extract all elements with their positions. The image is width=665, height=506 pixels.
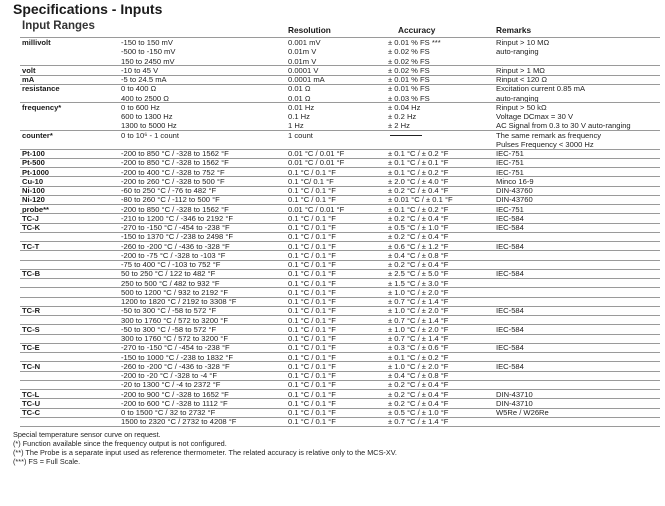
accuracy-value: ± 1.0 °C / ± 2.0 °F [388,361,449,371]
input-range: -50 to 300 °C / -58 to 572 °F [121,324,217,334]
accuracy-value: ± 0.3 °C / ± 0.6 °F [388,343,449,353]
remark-text: DIN-43710 [496,389,533,399]
remark-text: Rinput > 10 MΩ [496,38,550,47]
resolution-value: 0.01 Ω [288,93,311,103]
input-range: -200 to 850 °C / -328 to 1562 °F [121,149,229,158]
remark-text: Rinput < 120 Ω [496,75,548,84]
row-divider [20,334,660,335]
input-range: -270 to -150 °C / -454 to -238 °F [121,223,230,232]
accuracy-value: ± 0.1 °C / ± 0.2 °F [388,149,449,158]
accuracy-value: ± 0.5 °C / ± 1.0 °F [388,408,449,417]
accuracy-value: ± 0.6 °C / ± 1.2 °F [388,241,449,251]
resolution-value: 0.01 Ω [288,84,311,94]
row-divider [20,297,660,298]
resolution-value: 0.1 °C / 0.1 °F [288,297,336,306]
row-divider [20,417,660,418]
remark-text: auto-ranging [496,47,539,57]
resolution-value: 0.1 °C / 0.1 °F [288,315,336,325]
resolution-value: 0.01m V [288,47,317,57]
input-range: -200 to 600 °C / -328 to 1112 °F [121,398,228,408]
resolution-value: 0.01 °C / 0.01 °F [288,204,345,214]
row-divider [20,324,660,325]
row-divider [20,213,660,214]
row-divider [20,389,660,390]
input-range: -150 to 150 mV [121,38,173,47]
accuracy-value: ± 0.1 °C / ± 0.2 °F [388,352,449,362]
resolution-value: 0.1 °C / 0.1 °F [288,232,336,242]
input-range: -260 to -200 °C / -436 to -328 °F [121,241,230,251]
accuracy-value: ± 0.01 °C / ± 0.1 °F [388,195,453,205]
accuracy-value: ± 1.0 °C / ± 2.0 °F [388,287,449,297]
accuracy-value: ± 2.0 °C / ± 4.0 °F [388,176,449,186]
remark-text: W5Re / W26Re [496,408,549,417]
input-range: -200 to 850 °C / -328 to 1562 °F [121,158,229,168]
resolution-value: 0.01m V [288,56,317,66]
input-name: Cu-10 [22,176,44,186]
remark-text: Voltage DCmax = 30 V [496,112,574,121]
row-divider [20,361,660,362]
resolution-value: 0.1 °C / 0.1 °F [288,324,336,334]
accuracy-value: ± 0.2 °C / ± 0.4 °F [388,398,449,408]
remark-text: Rinput > 50 kΩ [496,102,547,112]
remark-text: DIN-43760 [496,195,533,205]
resolution-value: 0.1 °C / 0.1 °F [288,278,336,288]
remark-text: IEC-584 [496,269,524,279]
input-range: -10 to 45 V [121,65,159,75]
input-range: -150 to 1000 °C / -238 to 1832 °F [121,352,234,362]
accuracy-value: ± 0.2 °C / ± 0.4 °F [388,232,449,242]
row-divider [20,37,660,38]
accuracy-value: ± 0.7 °C / ± 1.4 °F [388,417,449,427]
resolution-value: 0.1 °C / 0.1 °F [288,408,336,417]
input-name: Pt-100 [22,149,45,158]
input-range: -150 to 1370 °C / -238 to 2498 °F [121,232,234,242]
footnote: (***) FS = Full Scale. [13,457,81,467]
remark-text: DIN-43760 [496,186,533,195]
input-name: counter* [22,130,53,140]
row-divider [20,408,660,409]
resolution-value: 0.1 °C / 0.1 °F [288,241,336,251]
accuracy-value: ± 0.01 % FS [388,84,430,94]
input-name: probe** [22,204,50,214]
row-divider [20,250,660,251]
input-range: 300 to 1760 °C / 572 to 3200 °F [121,315,228,325]
accuracy-value: ± 0.5 °C / ± 1.0 °F [388,223,449,232]
input-range: -270 to -150 °C / -454 to -238 °F [121,343,230,353]
remark-text: IEC-584 [496,241,524,251]
row-divider [20,167,660,168]
resolution-value: 0.1 °C / 0.1 °F [288,334,336,343]
remark-text: IEC-584 [496,213,524,223]
row-divider [20,65,660,66]
input-range: 1300 to 5000 Hz [121,121,177,131]
row-divider [20,186,660,187]
accuracy-value: ± 0.2 Hz [388,112,417,121]
footnote: (**) The Probe is a separate input used as reference thermometer. The related accuracy is relative only to the MCS-XV. [13,447,397,457]
input-range: -80 to 260 °C / -112 to 500 °F [121,195,220,205]
remark-text: The same remark as frequency [496,130,602,140]
resolution-value: 0.1 °C/ 0.1 °F [288,176,334,186]
accuracy-value: ± 0.03 % FS [388,93,430,103]
remark-text: IEC-751 [496,204,524,214]
input-name: mA [22,75,35,84]
footnote: Special temperature sensor curve on request. [13,429,161,439]
input-range: 1500 to 2320 °C / 2732 to 4208 °F [121,417,237,427]
input-range: -200 to -20 °C / -328 to -4 °F [121,371,217,380]
resolution-value: 0.1 °C / 0.1 °F [288,389,336,399]
accuracy-value: ± 0.7 °C / ± 1.4 °F [388,297,449,306]
input-range: 1200 to 1820 °C / 2192 to 3308 °F [121,297,237,306]
input-range: 300 to 1760 °C / 572 to 3200 °F [121,334,228,343]
resolution-value: 0.1 °C / 0.1 °F [288,352,336,362]
remark-text: Minco 16-9 [496,176,534,186]
resolution-value: 0.1 °C / 0.1 °F [288,269,336,279]
remark-text: Pulses Frequency < 3000 Hz [496,139,594,149]
row-divider [20,232,660,233]
remark-text: Rinput > 1 MΩ [496,65,545,75]
accuracy-value: ± 0.02 % FS [388,47,430,57]
input-range: 50 to 250 °C / 122 to 482 °F [121,269,216,279]
footnote: (*) Function available since the frequency output is not configured. [13,438,227,448]
remark-text: IEC-751 [496,167,524,177]
input-range: -50 to 300 °C / -58 to 572 °F [121,306,217,316]
row-divider [20,306,660,307]
resolution-value: 0.001 mV [288,38,321,47]
remark-text: IEC-584 [496,324,524,334]
accuracy-value: ± 0.2 °C / ± 0.4 °F [388,186,449,195]
row-divider [20,398,660,399]
resolution-value: 0.01 Hz [288,102,315,112]
accuracy-value: ± 0.2 °C / ± 0.4 °F [388,213,449,223]
input-range: 0 to 10⁶ - 1 count [121,130,180,140]
accuracy-value: ± 2.5 °C / ± 5.0 °F [388,269,449,279]
accuracy-value: ± 0.7 °C / ± 1.4 °F [388,315,449,325]
accuracy-value: ± 0.1 °C / ± 0.2 °F [388,204,449,214]
column-header-resolution: Resolution [288,25,331,35]
resolution-value: 0.01 °C / 0.01 °F [288,158,345,168]
resolution-value: 0.1 °C / 0.1 °F [288,195,336,205]
accuracy-value: ± 0.2 °C / ± 0.4 °F [388,260,449,269]
remark-text: auto-ranging [496,93,539,103]
resolution-value: 0.1 °C / 0.1 °F [288,343,336,353]
row-divider [20,426,660,427]
row-divider [20,287,660,288]
accuracy-value: ± 0.4 °C / ± 0.8 °F [388,371,449,380]
row-divider [20,241,660,242]
input-name: volt [22,65,36,75]
resolution-value: 0.1 °C / 0.1 °F [288,250,336,260]
input-name: TC-C [22,408,41,417]
resolution-value: 0.1 °C / 0.1 °F [288,417,336,427]
input-name: TC-R [22,306,41,316]
input-range: -210 to 1200 °C / -346 to 2192 °F [121,213,234,223]
column-header-accuracy: Accuracy [398,25,436,35]
row-divider [20,278,660,279]
input-name: TC-J [22,213,39,223]
remark-text: IEC-751 [496,149,524,158]
resolution-value: 0.1 °C / 0.1 °F [288,380,336,390]
row-divider [20,75,660,76]
accuracy-value [388,131,422,141]
row-divider [20,176,660,177]
page-title: Specifications - Inputs [13,1,163,17]
accuracy-value: ± 0.2 °C / ± 0.4 °F [388,380,449,390]
input-range: -200 to 260 °C / -328 to 500 °F [121,176,225,186]
input-range: -60 to 250 °C / -76 to 482 °F [121,186,217,195]
remark-text: IEC-584 [496,223,524,232]
resolution-value: 0.0001 V [288,65,319,75]
resolution-value: 0.1 °C / 0.1 °F [288,223,336,232]
input-range: -75 to 400 °C / -103 to 752 °F [121,260,221,269]
remark-text: IEC-584 [496,306,524,316]
input-range: 400 to 2500 Ω [121,93,169,103]
input-name: TC-E [22,343,40,353]
resolution-value: 0.1 Hz [288,112,310,121]
resolution-value: 0.1 °C / 0.1 °F [288,306,336,316]
input-name: Ni-120 [22,195,45,205]
row-divider [20,380,660,381]
accuracy-value: ± 1.0 °C / ± 2.0 °F [388,306,449,316]
resolution-value: 0.1 °C / 0.1 °F [288,398,336,408]
accuracy-value: ± 0.02 % FS [388,56,430,66]
input-range: 500 to 1200 °C / 932 to 2192 °F [121,287,228,297]
input-range: -5 to 24.5 mA [121,75,167,84]
row-divider [20,343,660,344]
input-range: -500 to -150 mV [121,47,176,57]
input-name: TC-K [22,223,41,232]
resolution-value: 0.1 °C / 0.1 °F [288,287,336,297]
input-range: 0 to 600 Hz [121,102,160,112]
input-name: millivolt [22,38,51,47]
input-range: 600 to 1300 Hz [121,112,173,121]
accuracy-value: ± 0.4 °C / ± 0.8 °F [388,250,449,260]
input-ranges-heading: Input Ranges [22,20,95,32]
input-name: frequency* [22,102,62,112]
input-name: TC-N [22,361,41,371]
accuracy-value: ± 0.7 °C / ± 1.4 °F [388,334,449,343]
row-divider [20,269,660,270]
row-divider [20,352,660,353]
resolution-value: 0.1 °C / 0.1 °F [288,167,336,177]
input-range: 0 to 400 Ω [121,84,157,94]
resolution-value: 0.1 °C / 0.1 °F [288,186,336,195]
remark-text: DIN-43710 [496,398,533,408]
row-divider [20,223,660,224]
resolution-value: 1 Hz [288,121,304,131]
input-range: -200 to 900 °C / -328 to 1652 °F [121,389,229,399]
remark-text: Excitation current 0.85 mA [496,84,586,94]
input-name: TC-S [22,324,40,334]
resolution-value: 0.1 °C / 0.1 °F [288,260,336,269]
resolution-value: 0.1 °C / 0.1 °F [288,371,336,380]
remark-text: IEC-584 [496,361,524,371]
dash-line [390,135,422,136]
row-divider [20,315,660,316]
input-name: TC-U [22,398,41,408]
remark-text: IEC-584 [496,343,524,353]
row-divider [20,195,660,196]
accuracy-value: ± 2 Hz [388,121,410,131]
input-range: -200 to -75 °C / -328 to -103 °F [121,250,226,260]
remark-text: AC Signal from 0.3 to 30 V auto-ranging [496,121,631,131]
row-divider [20,260,660,261]
input-range: 0 to 1500 °C / 32 to 2732 °F [121,408,216,417]
accuracy-value: ± 0.1 °C / ± 0.2 °F [388,167,449,177]
accuracy-value: ± 0.01 % FS [388,75,430,84]
resolution-value: 0.1 °C / 0.1 °F [288,361,336,371]
input-range: -200 to 850 °C / -328 to 1562 °F [121,204,229,214]
remark-text: IEC-751 [496,158,524,168]
input-range: -260 to -200 °C / -436 to -328 °F [121,361,230,371]
accuracy-value: ± 1.5 °C / ± 3.0 °F [388,278,449,288]
resolution-value: 0.1 °C / 0.1 °F [288,213,336,223]
input-name: TC-B [22,269,41,279]
accuracy-value: ± 0.2 °C / ± 0.4 °F [388,389,449,399]
row-divider [20,102,660,103]
row-divider [20,371,660,372]
accuracy-value: ± 1.0 °C / ± 2.0 °F [388,324,449,334]
resolution-value: 0.01 °C / 0.01 °F [288,149,345,158]
accuracy-value: ± 0.01 % FS *** [388,38,441,47]
accuracy-value: ± 0.02 % FS [388,65,430,75]
input-name: Pt-1000 [22,167,50,177]
input-name: resistance [22,84,60,94]
accuracy-value: ± 0.04 Hz [388,102,421,112]
input-range: -200 to 400 °C / -328 to 752 °F [121,167,225,177]
input-name: Pt-500 [22,158,45,168]
column-header-remarks: Remarks [496,25,532,35]
input-range: 150 to 2450 mV [121,56,175,66]
input-range: 250 to 500 °C / 482 to 932 °F [121,278,220,288]
input-name: TC-T [22,241,40,251]
resolution-value: 1 count [288,130,313,140]
accuracy-value: ± 0.1 °C / ± 0.1 °F [388,158,449,168]
input-name: TC-L [22,389,40,399]
input-range: -20 to 1300 °C / -4 to 2372 °F [121,380,221,390]
input-name: Ni-100 [22,186,45,195]
resolution-value: 0.0001 mA [288,75,325,84]
